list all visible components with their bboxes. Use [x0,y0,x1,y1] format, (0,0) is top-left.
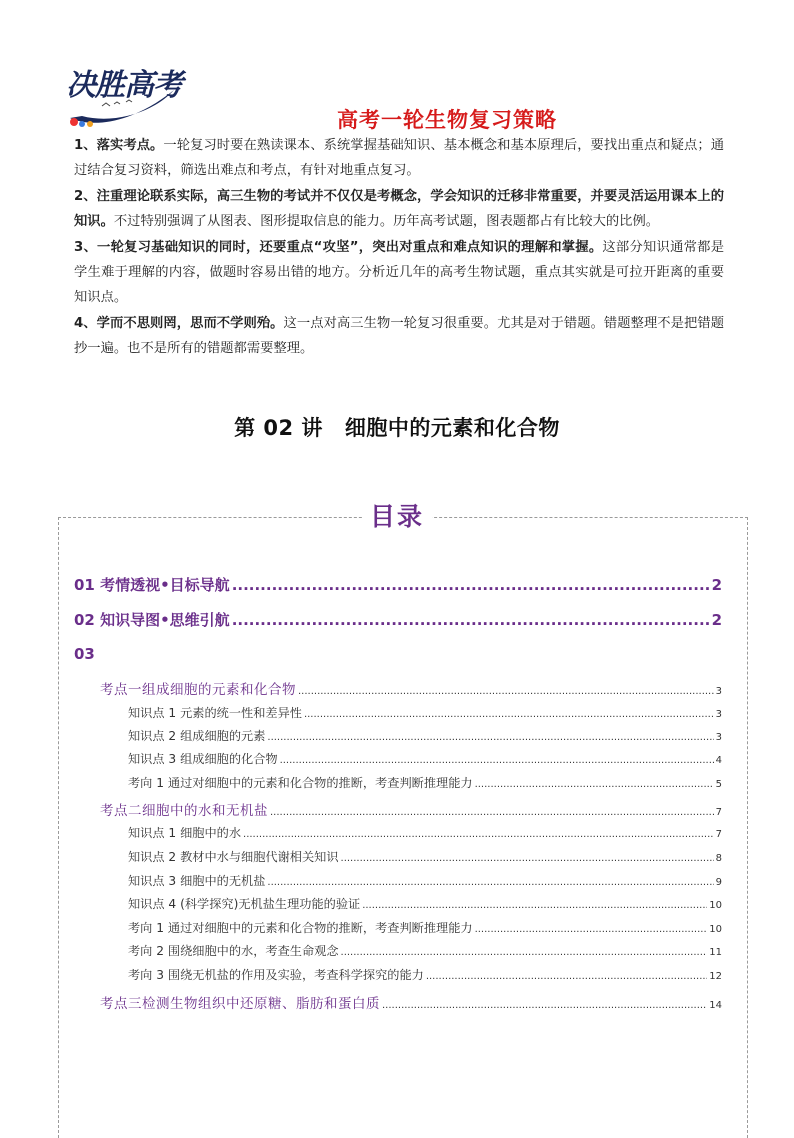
toc-section-link[interactable]: 02 知识导图•思维引航 ..... 2 [74,609,722,630]
toc-entry[interactable]: 考向 2 围绕细胞中的水，考查生命观念 ..... 11 [128,942,722,959]
toc-entry[interactable]: 知识点 1 元素的统一性和差异性 ..... 3 [128,704,722,721]
strategy-item: 3、一轮复习基础知识的同时，还要重点“攻坚”，突出对重点和难点知识的理解和掌握。这部分知识通常都是学生难于理解的内容，做题时容易出错的地方。分析近几年的高考生物试题，重点其实就是可拉开距离的重要知识点。 [74,239,724,306]
toc-entry[interactable]: 知识点 3 组成细胞的化合物 ..... 4 [128,750,722,767]
strategy-item: 1、落实考点。一轮复习时要在熟读课本、系统掌握基础知识、基本概念和基本原理后，要找出重点和疑点；通过结合复习资料，筛选出难点和考点，有针对地重点复习。 [74,138,724,179]
toc-title: 目录 [0,497,794,533]
lecture-title: 第 02 讲 细胞中的元素和化合物 [234,416,560,440]
toc-entry[interactable]: 考点二细胞中的水和无机盐 ..... 7 [100,799,722,819]
logo-text: 决胜高考 [66,68,182,103]
strategy-title: 高考一轮生物复习策略 [337,108,557,132]
toc-entry[interactable]: 考点三检测生物组织中还原糖、脂肪和蛋白质 ..... 14 [100,992,722,1012]
toc-entry[interactable]: 知识点 2 教材中水与细胞代谢相关知识 ..... 8 [128,848,722,865]
strategy-body [74,133,724,362]
toc-entry[interactable]: 考向 1 通过对细胞中的元素和化合物的推断，考查判断推理能力 ..... 10 [128,919,722,936]
toc-entry[interactable]: 考向 1 通过对细胞中的元素和化合物的推断，考查判断推理能力 ..... 5 [128,774,722,791]
toc-entry[interactable]: 知识点 2 组成细胞的元素 ..... 3 [128,727,722,744]
strategy-item: 2、注重理论联系实际，高三生物的考试并不仅仅是考概念，学会知识的迁移非常重要，并要灵活运用课本上的知识。不过特别强调了从图表、图形提取信息的能力。历年高考试题，图表题都占有比较大的比例。 [74,188,724,230]
toc-entry[interactable]: 考向 3 围绕无机盐的作用及实验，考查科学探究的能力 ..... 12 [128,966,722,983]
toc-entry[interactable]: 考点一组成细胞的元素和化合物 ..... 3 [100,678,722,698]
toc-entry[interactable]: 知识点 1 细胞中的水 ..... 7 [128,824,722,841]
toc-section-link[interactable]: 01 考情透视•目标导航 ..... 2 [74,574,722,595]
toc-entry[interactable]: 知识点 3 细胞中的无机盐 ..... 9 [128,872,722,889]
strategy-item: 4、学而不思则罔，思而不学则殆。这一点对高三生物一轮复习很重要。尤其是对于错题。错题整理不是把错题抄一遍。也不是所有的错题都需要整理。 [74,315,724,357]
toc-entry[interactable]: 知识点 4 (科学探究)无机盐生理功能的验证 ..... 10 [128,895,722,912]
toc-section-label: 03 [74,645,95,663]
